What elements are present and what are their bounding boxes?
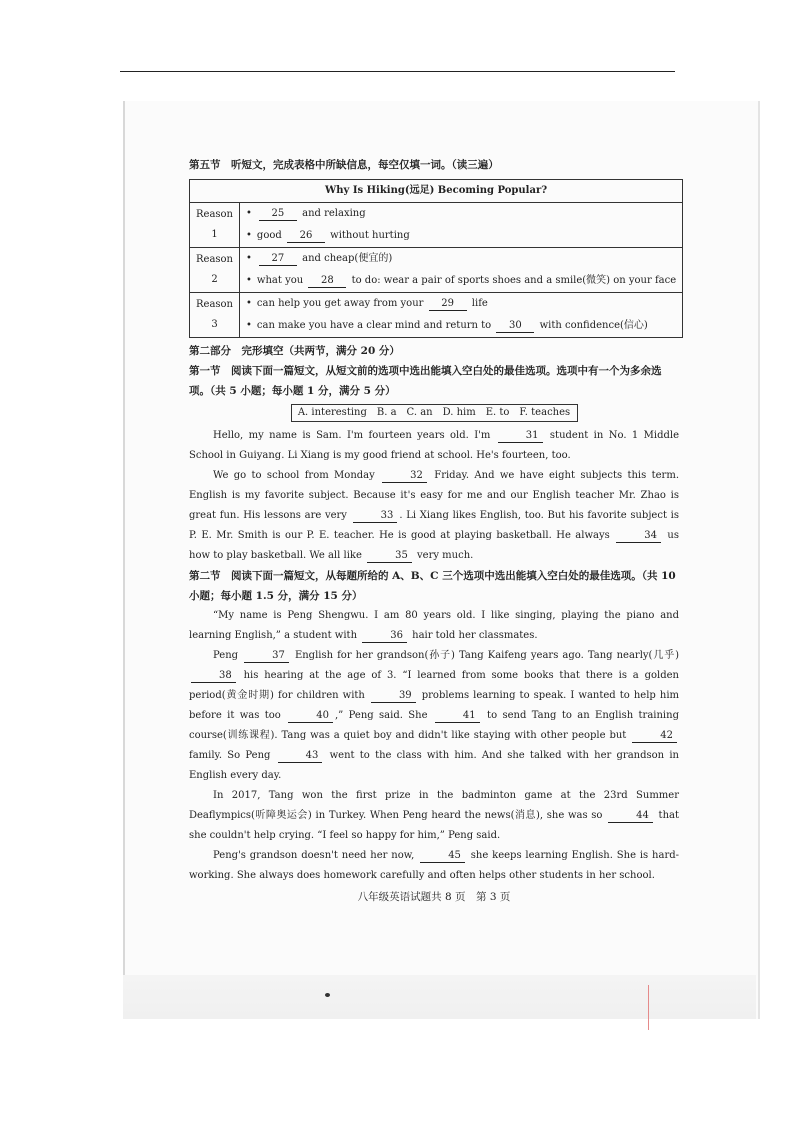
answer-blank[interactable]: 25 <box>259 207 297 221</box>
page-content <box>189 155 679 886</box>
table-title: Why Is Hiking(远足) Becoming Popular? <box>190 180 683 203</box>
answer-blank[interactable]: 31 <box>498 429 543 443</box>
answer-blank[interactable]: 29 <box>429 297 467 311</box>
list-item: • what you 28 to do: wear a pair of sports shoes and a smile(微笑) on your face <box>246 275 677 286</box>
section5-header: 第五节 听短文，完成表格中所缺信息，每空仅填一词。（读三遍） <box>189 159 499 171</box>
reason-details <box>240 203 683 248</box>
passage1-paragraph: We go to school from Monday 32 Friday. And we have eight subjects this term. English is my favorite subject. Because it's easy for me and our English teacher Mr. Zhao is great fun. His lessons are very 33 . Li Xiang likes English, too. But his favorite subject is P. E. Mr. Smith is our P. E. teacher. He is good at playing basketball. He always 34 us how to play basketball. We all like 35 very much. <box>189 470 679 561</box>
red-pen-mark <box>648 985 649 1030</box>
answer-blank[interactable]: 36 <box>362 629 407 643</box>
reason-label: Reason 1 <box>190 203 240 248</box>
reason-details <box>240 248 683 293</box>
answer-blank[interactable]: 44 <box>608 809 653 823</box>
reason-label: Reason 3 <box>190 293 240 338</box>
answer-blank[interactable]: 40 <box>288 709 333 723</box>
answer-blank[interactable]: 41 <box>435 709 480 723</box>
table-row <box>190 293 683 338</box>
answer-blank[interactable]: 26 <box>287 229 325 243</box>
answer-blank[interactable]: 35 <box>367 549 412 563</box>
answer-blank[interactable]: 39 <box>371 689 416 703</box>
passage1-paragraph: Hello, my name is Sam. I'm fourteen years old. I'm 31 student in No. 1 Middle School in Guiyang. Li Xiang is my good friend at school. He's fourteen, too. <box>189 430 680 461</box>
part2-sec1-header: 第一节 阅读下面一篇短文，从短文前的选项中选出能填入空白处的最佳选项。选项中有一个为多余选项。（共 5 小题；每小题 1 分，满分 5 分） <box>189 365 662 397</box>
list-item: • can help you get away from your 29 life <box>246 298 488 309</box>
table-row <box>190 203 683 248</box>
answer-blank[interactable]: 30 <box>496 319 534 333</box>
answer-blank[interactable]: 45 <box>420 849 465 863</box>
options-box: A. interesting B. a C. an D. him E. to F. teaches <box>291 404 578 422</box>
top-rule <box>120 71 675 72</box>
list-item: • can make you have a clear mind and return to 30 with confidence(信心) <box>246 320 648 331</box>
answer-blank[interactable]: 34 <box>616 529 661 543</box>
scan-speck <box>325 993 330 997</box>
passage2-paragraph: Peng 37 English for her grandson(孙子) Tang Kaifeng years ago. Tang nearly(几乎) 38 his hearing at the age of 3. “I learned from some books that there is a golden period(黄金时期) for children with 39 problems learning to speak. I wanted to help him before it was too 40 ,” Peng said. She 41 to send Tang to an English training course(训练课程). Tang was a quiet boy and didn't like staying with other people but 42 family. So Peng 43 went to the class with him. And she talked with her grandson in English every day. <box>189 650 680 781</box>
table-row <box>190 248 683 293</box>
table-title-row <box>190 180 683 203</box>
list-item: • 27 and cheap(便宜的) <box>246 253 393 264</box>
answer-blank[interactable]: 27 <box>259 252 297 266</box>
passage2-paragraph: In 2017, Tang won the first prize in the badminton game at the 23rd Summer Deaflympics(听障奥运会) in Turkey. When Peng heard the news(消息), she was so 44 that she couldn't help crying. “I feel so happy for him,” Peng said. <box>189 790 679 841</box>
passage2-paragraph: “My name is Peng Shengwu. I am 80 years old. I like singing, playing the piano and learning English,” a student with 36 hair told her classmates. <box>189 610 679 641</box>
hiking-table <box>189 179 683 338</box>
part2-header: 第二部分 完形填空（共两节，满分 20 分） <box>189 345 400 357</box>
answer-blank[interactable]: 33 <box>353 509 398 523</box>
answer-blank[interactable]: 42 <box>632 729 677 743</box>
answer-blank[interactable]: 38 <box>191 669 236 683</box>
reason-details <box>240 293 683 338</box>
answer-blank[interactable]: 43 <box>278 749 323 763</box>
reason-label: Reason 2 <box>190 248 240 293</box>
list-item: • good 26 without hurting <box>246 230 410 241</box>
scan-lower-edge <box>123 975 756 1019</box>
answer-blank[interactable]: 32 <box>382 469 427 483</box>
list-item: • 25 and relaxing <box>246 208 366 219</box>
part2-sec2-header: 第二节 阅读下面一篇短文，从每题所给的 A、B、C 三个选项中选出能填入空白处的最佳选项。（共 10 小题；每小题 1.5 分，满分 15 分） <box>189 570 676 602</box>
passage2-paragraph: Peng's grandson doesn't need her now, 45 she keeps learning English. She is hard-working. She always does homework carefully and often helps other students in her school. <box>189 850 680 881</box>
answer-blank[interactable]: 28 <box>308 274 346 288</box>
page-footer: 八年级英语试题共 8 页 第 3 页 <box>357 891 511 903</box>
answer-blank[interactable]: 37 <box>244 649 289 663</box>
